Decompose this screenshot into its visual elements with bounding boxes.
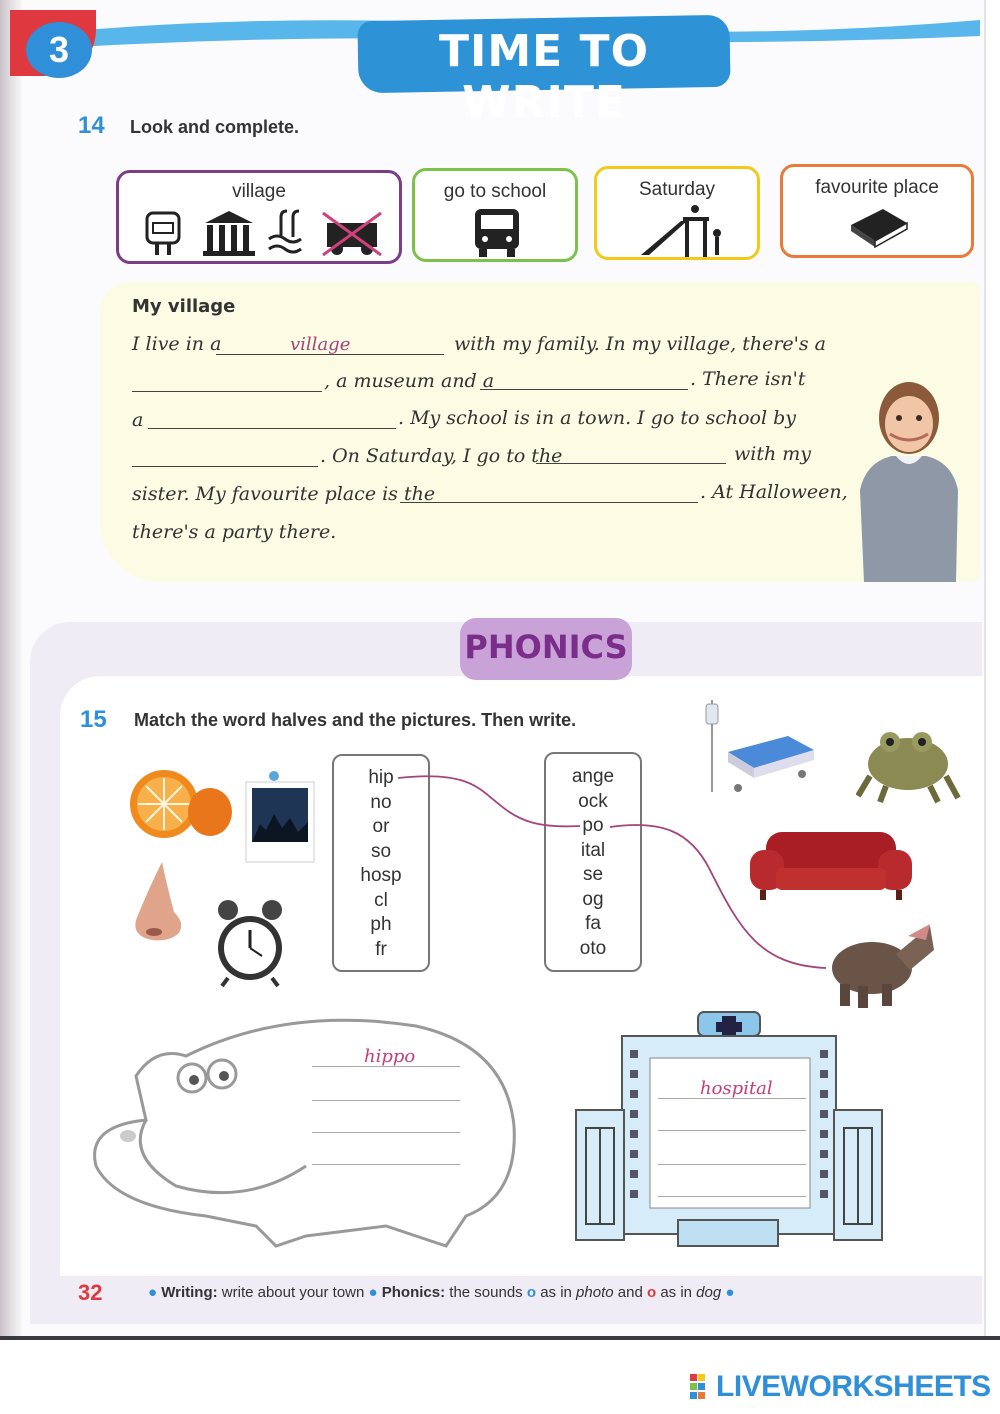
sound-o-1: o — [526, 1284, 537, 1301]
left-half-word[interactable]: or — [372, 816, 390, 837]
text-line-1a: I live in a — [132, 333, 222, 355]
text-line-5b: . At Halloween, — [700, 481, 848, 503]
hippo-line-2[interactable] — [312, 1100, 460, 1101]
left-half-word[interactable]: cl — [374, 889, 388, 911]
left-half-word[interactable]: ph — [370, 914, 392, 935]
right-half-word[interactable]: og — [582, 888, 604, 910]
footer-summary — [148, 1284, 734, 1301]
unit-number: 3 — [26, 22, 92, 78]
phonics-text: the sounds — [449, 1284, 523, 1301]
page-title: TIME TO WRITE — [439, 26, 649, 128]
nose-picture — [128, 860, 188, 944]
orange-picture — [124, 766, 234, 840]
right-half-word[interactable]: ital — [580, 839, 606, 861]
writing-label: Writing: — [161, 1284, 218, 1301]
as-in-2: as in — [660, 1284, 692, 1301]
sound-o-2: o — [646, 1284, 657, 1301]
hospital-line-1[interactable] — [658, 1098, 806, 1099]
example-word-2: dog — [696, 1284, 722, 1301]
hospital-line-4[interactable] — [658, 1196, 806, 1197]
photo-picture — [244, 770, 316, 864]
word-box-label: village — [232, 181, 286, 202]
hippo-line-1[interactable] — [312, 1066, 460, 1067]
left-half-word[interactable]: no — [370, 791, 392, 813]
bullet-dot: ● — [368, 1284, 378, 1301]
hospital-line-3[interactable] — [658, 1164, 806, 1165]
right-half-word[interactable]: ange — [571, 766, 615, 787]
exercise-14-instruction: Look and complete. — [130, 117, 300, 137]
word-box-label: Saturday — [638, 179, 716, 200]
right-half-word[interactable]: ock — [578, 790, 608, 812]
example-word-1: photo — [576, 1284, 614, 1301]
left-half-word[interactable]: hip — [368, 767, 394, 788]
hippo-line-3[interactable] — [312, 1132, 460, 1133]
answer-hippo[interactable]: hippo — [364, 1046, 416, 1067]
answer-village[interactable]: village — [290, 334, 351, 355]
and-text: and — [617, 1284, 643, 1301]
hospital-line-2[interactable] — [658, 1130, 806, 1131]
left-half-word[interactable]: so — [370, 840, 392, 862]
writing-text: write about your town — [221, 1284, 365, 1301]
text-line-2a: , a museum and a — [324, 370, 495, 392]
phonics-title: PHONICS — [464, 628, 628, 666]
text-line-1b: with my family. In my village, there's a — [454, 333, 826, 355]
exercise-14-number: 14 — [78, 112, 105, 139]
text-line-6: there's a party there. — [132, 521, 337, 543]
phonics-label: Phonics: — [381, 1284, 446, 1301]
word-box-label: go to school — [443, 181, 547, 202]
bullet-dot: ● — [148, 1284, 158, 1301]
bullet-dot: ● — [725, 1284, 735, 1301]
text-line-3a: a — [132, 409, 144, 431]
text-line-2b: . There isn't — [690, 368, 806, 390]
right-half-word[interactable]: po — [582, 815, 604, 836]
right-half-word[interactable]: oto — [579, 937, 607, 959]
page-number: 32 — [78, 1280, 103, 1305]
frog-picture — [856, 720, 962, 804]
liveworksheets-watermark: LIVEWORKSHEETS — [716, 1370, 991, 1403]
hippo-line-4[interactable] — [312, 1164, 460, 1165]
hospital-bed-picture — [698, 696, 822, 800]
text-line-4b: with my — [734, 443, 812, 465]
text-line-4a: . On Saturday, I go to the — [320, 445, 563, 467]
exercise-15-number: 15 — [80, 706, 107, 733]
hippo-picture — [826, 914, 936, 1010]
left-half-word[interactable]: hosp — [360, 865, 402, 886]
sofa-picture — [746, 824, 916, 904]
clock-picture — [214, 896, 286, 988]
as-in-1: as in — [540, 1284, 572, 1301]
text-heading: My village — [132, 296, 236, 317]
liveworksheets-logo-icon — [690, 1374, 714, 1400]
hippo-outline-drawing — [86, 1016, 526, 1252]
right-half-word[interactable]: se — [582, 864, 604, 885]
text-line-5a: sister. My favourite place is the — [132, 483, 436, 505]
right-half-word[interactable]: fa — [585, 913, 601, 934]
word-box-label: favourite place — [815, 177, 939, 198]
answer-hospital[interactable]: hospital — [700, 1078, 773, 1099]
exercise-15-instruction: Match the word halves and the pictures. Then write. — [134, 710, 577, 730]
left-half-word[interactable]: fr — [375, 938, 387, 960]
text-line-3b: . My school is in a town. I go to school by — [398, 407, 796, 429]
